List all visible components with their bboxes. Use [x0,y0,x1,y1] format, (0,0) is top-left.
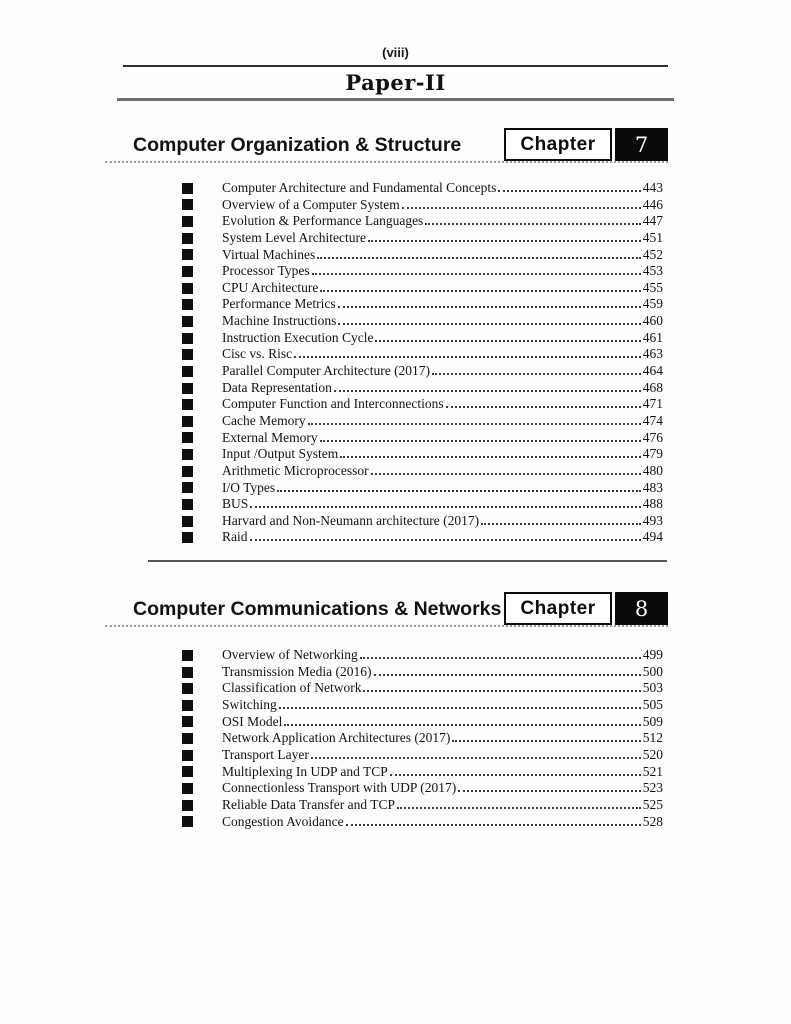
dot-leader [346,824,641,826]
toc-entry [182,363,663,380]
toc-entry [182,513,663,530]
entry-title: Processor Types [222,263,310,279]
entry-title: Classification of Network [222,680,362,696]
entry-page-number: 488 [642,496,663,512]
entry-page-number: 528 [642,813,663,829]
entry-page-number: 461 [642,329,663,345]
chapter-7-badge-number: 7 [615,128,668,161]
entry-page-number: 493 [642,512,663,528]
bullet-square-icon [182,816,193,827]
entry-title: Reliable Data Transfer and TCP [222,796,395,812]
bullet-square-icon [182,399,193,410]
bullet-square-icon [182,700,193,711]
entry-page-number: 505 [642,697,663,713]
chapter-7-section [0,128,791,546]
page-number: (viii) [382,45,409,60]
chapter-7-heading [105,128,668,163]
chapter-7-badge [504,128,668,161]
entry-page-number: 460 [642,313,663,329]
dot-leader [397,807,641,809]
entry-title: Congestion Avoidance [222,813,344,829]
entry-page-number: 459 [642,296,663,312]
chapter-7-title: Computer Organization & Structure [133,134,462,156]
dot-leader [498,190,640,192]
entry-title: External Memory [222,429,318,445]
toc-entry [182,446,663,463]
dot-leader [308,423,641,425]
entry-title: Network Application Architectures (2017) [222,730,451,746]
entry-title: Transmission Media (2016) [222,663,372,679]
toc-entry [182,280,663,297]
bullet-square-icon [182,266,193,277]
bullet-square-icon [182,383,193,394]
dot-leader [363,690,640,692]
entry-page-number: 464 [642,363,663,379]
dot-leader [284,724,640,726]
entry-title: Overview of Networking [222,647,358,663]
entry-page-number: 500 [642,663,663,679]
entry-title: Machine Instructions [222,313,337,329]
bullet-square-icon [182,249,193,260]
toc-entry [182,296,663,313]
entry-page-number: 474 [642,412,663,428]
entry-title: Performance Metrics [222,296,336,312]
toc-entry [182,396,663,413]
toc-entry [182,197,663,214]
bullet-square-icon [182,216,193,227]
toc-entry [182,780,663,797]
dot-leader [340,456,640,458]
header-rule-bottom [117,98,674,101]
dot-leader [432,373,641,375]
chapter-8-heading [105,592,668,627]
entry-page-number: 521 [642,763,663,779]
dot-leader [250,506,640,508]
bullet-square-icon [182,333,193,344]
chapter-7-badge-label: Chapter [504,128,612,161]
dot-leader [334,390,641,392]
bullet-square-icon [182,233,193,244]
dot-leader [371,473,641,475]
bullet-square-icon [182,366,193,377]
bullet-square-icon [182,750,193,761]
bullet-square-icon [182,766,193,777]
dot-leader [452,740,640,742]
dot-leader [446,406,641,408]
entry-page-number: 443 [642,180,663,195]
entry-title: Instruction Execution Cycle [222,329,374,345]
dot-leader [338,306,641,308]
entry-page-number: 447 [642,213,663,229]
entry-page-number: 446 [642,196,663,212]
entry-page-number: 455 [642,279,663,295]
bullet-square-icon [182,283,193,294]
bullet-square-icon [182,349,193,360]
bullet-square-icon [182,800,193,811]
dot-leader [458,790,640,792]
toc-entry [182,247,663,264]
entry-page-number: 523 [642,780,663,796]
toc-entry [182,529,663,546]
entry-title: OSI Model [222,713,283,729]
entry-title: CPU Architecture [222,279,319,295]
dot-leader [250,539,641,541]
entry-page-number: 499 [642,647,663,663]
entry-title: Switching [222,697,277,713]
bullet-square-icon [182,449,193,460]
entry-page-number: 520 [642,746,663,762]
bullet-square-icon [182,716,193,727]
bullet-square-icon [182,199,193,210]
entry-title: Connectionless Transport with UDP (2017) [222,780,457,796]
entry-title: Transport Layer [222,746,309,762]
bullet-square-icon [182,650,193,661]
entry-title: Multiplexing In UDP and TCP [222,763,388,779]
chapter-8-toc-list [182,647,663,830]
bullet-square-icon [182,667,193,678]
entry-page-number: 479 [642,446,663,462]
toc-entry [182,463,663,480]
entry-page-number: 525 [642,796,663,812]
toc-entry [182,213,663,230]
entry-title: Computer Function and Interconnections [222,396,444,412]
entry-title: Cache Memory [222,412,306,428]
entry-page-number: 476 [642,429,663,445]
bullet-square-icon [182,299,193,310]
toc-entry [182,330,663,347]
toc-entry [182,814,663,831]
entry-page-number: 494 [642,529,663,545]
toc-entry [182,797,663,814]
toc-entry [182,230,663,247]
toc-entry [182,730,663,747]
entry-title: I/O Types [222,479,276,495]
entry-page-number: 480 [642,462,663,478]
toc-entry [182,263,663,280]
chapter-8-section [0,592,791,830]
entry-page-number: 468 [642,379,663,395]
bullet-square-icon [182,532,193,543]
chapter-8-badge [504,592,668,625]
toc-entry [182,764,663,781]
dot-leader [481,523,641,525]
dot-leader [375,340,640,342]
dot-leader [390,774,641,776]
entry-title: Virtual Machines [222,246,316,262]
chapter-8-badge-number: 8 [615,592,668,625]
entry-title: Arithmetic Microprocessor [222,462,369,478]
entry-page-number: 452 [642,246,663,262]
toc-entry [182,413,663,430]
toc-entry [182,697,663,714]
dot-leader [317,257,640,259]
chapter-8-title: Computer Communications & Networks [133,598,502,621]
toc-entry [182,346,663,363]
toc-entry [182,496,663,513]
bullet-square-icon [182,432,193,443]
bullet-square-icon [182,183,193,194]
dot-leader [279,707,641,709]
header-rule-top [123,65,668,67]
dot-leader [374,674,641,676]
bullet-square-icon [182,516,193,527]
entry-page-number: 453 [642,263,663,279]
dot-leader [320,440,641,442]
section-divider [148,560,667,562]
entry-title: Parallel Computer Architecture (2017) [222,363,431,379]
entry-title: System Level Architecture [222,229,366,245]
dot-leader [311,757,641,759]
entry-page-number: 471 [642,396,663,412]
entry-title: Computer Architecture and Fundamental Concepts [222,180,497,195]
toc-entry [182,664,663,681]
bullet-square-icon [182,316,193,327]
entry-page-number: 512 [642,730,663,746]
bullet-square-icon [182,466,193,477]
toc-entry [182,680,663,697]
dot-leader [402,207,641,209]
entry-page-number: 509 [642,713,663,729]
dot-leader [368,240,641,242]
dot-leader [294,356,641,358]
bullet-square-icon [182,733,193,744]
entry-page-number: 463 [642,346,663,362]
bullet-square-icon [182,416,193,427]
toc-entry [182,647,663,664]
bullet-square-icon [182,499,193,510]
entry-page-number: 483 [642,479,663,495]
entry-page-number: 451 [642,229,663,245]
entry-title: Input /Output System [222,446,339,462]
toc-entry [182,480,663,497]
entry-title: Evolution & Performance Languages [222,213,424,229]
dot-leader [277,490,641,492]
dot-leader [360,657,641,659]
toc-entry [182,313,663,330]
bullet-square-icon [182,783,193,794]
entry-title: Data Representation [222,379,332,395]
paper-title: Paper-II [345,70,446,95]
chapter-8-badge-label: Chapter [504,592,612,625]
entry-title: Harvard and Non-Neumann architecture (2017) [222,512,480,528]
toc-entry [182,380,663,397]
entry-title: Cisc vs. Risc [222,346,293,362]
toc-entry [182,430,663,447]
bullet-square-icon [182,683,193,694]
toc-entry [182,714,663,731]
entry-title: BUS [222,496,249,512]
bullet-square-icon [182,482,193,493]
dot-leader [312,273,641,275]
entry-title: Overview of a Computer System [222,196,400,212]
dot-leader [338,323,640,325]
entry-page-number: 503 [642,680,663,696]
entry-title: Raid [222,529,248,545]
toc-entry [182,747,663,764]
dot-leader [320,290,640,292]
chapter-7-toc-list [182,180,663,546]
dot-leader [425,223,640,225]
toc-entry [182,180,663,197]
